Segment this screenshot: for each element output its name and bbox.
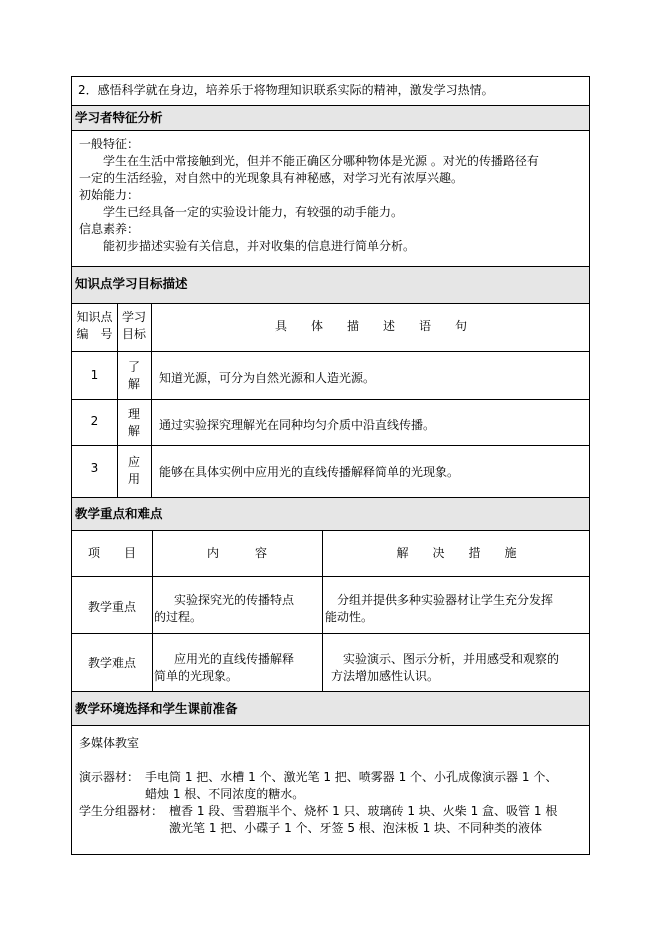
- objective-description: 通过实验探究理解光在同种均匀介质中沿直线传播。: [159, 418, 436, 432]
- keypoint-measure-line: 实验演示、图示分析，并用感受和观察的: [343, 652, 560, 666]
- divider: [72, 130, 589, 131]
- objective-description: 知道光源，可分为自然光源和人造光源。: [159, 371, 376, 385]
- objective-goal-char: 应: [127, 455, 140, 469]
- col-header-goal-line2: 目标: [121, 327, 146, 341]
- divider: [72, 576, 589, 577]
- info-label: 信息素养：: [79, 222, 140, 236]
- objective-goal-char: 解: [127, 424, 140, 438]
- demo-equipment-label: 演示器材：: [79, 770, 140, 784]
- objective-goal-char: 用: [127, 472, 140, 486]
- section-heading-learner: 学习者特征分析: [72, 106, 589, 130]
- ability-label: 初始能力：: [79, 188, 140, 202]
- keypoint-content-line: 简单的光现象。: [154, 669, 239, 683]
- lesson-plan-table: [71, 76, 590, 855]
- keypoint-content-line: 实验探究光的传播特点: [174, 593, 295, 607]
- objective-goal: [117, 454, 151, 488]
- keypoints-header-item: 项 目: [87, 546, 136, 560]
- objective-number: 2: [90, 414, 99, 428]
- keypoint-measure: [325, 592, 589, 626]
- objective-goal-char: 了: [127, 360, 140, 374]
- keypoint-content: [154, 592, 320, 626]
- general-text-1: 学生在生活中常接触到光，但并不能正确区分哪种物体是光源 。对光的传播路径有: [103, 154, 539, 168]
- col-header-number-line1: 知识点: [76, 310, 113, 324]
- keypoint-item: 教学难点: [87, 656, 136, 670]
- divider: [72, 633, 589, 634]
- demo-equipment-line1: 手电筒 1 把、水槽 1 个、激光笔 1 把、喷雾器 1 个、小孔成像演示器 1 个、: [145, 770, 558, 784]
- divider: [72, 399, 589, 400]
- general-label: 一般特征：: [79, 137, 140, 151]
- objective-item-2: 2．感悟科学就在身边，培养乐于将物理知识联系实际的精神，激发学习热情。: [78, 83, 494, 97]
- keypoints-header-measure: 解 决 措 施: [396, 546, 517, 560]
- divider: [72, 303, 589, 304]
- demo-equipment-line2: 蜡烛 1 根、不同浓度的糖水。: [145, 787, 305, 801]
- col-header-number-line2: 编 号: [76, 327, 113, 341]
- keypoints-header-content: 内 容: [206, 546, 267, 560]
- col-header-description: 具 体 描 述 语 句: [274, 319, 467, 333]
- ability-text: 学生已经具备一定的实验设计能力，有较强的动手能力。: [103, 205, 404, 219]
- objective-goal-char: 解: [127, 377, 140, 391]
- divider: [72, 725, 589, 726]
- objective-goal: [117, 406, 151, 440]
- divider: [72, 530, 589, 531]
- keypoint-content: [154, 651, 320, 685]
- keypoint-content-line: 应用光的直线传播解释: [174, 652, 295, 666]
- keypoint-measure: [325, 651, 589, 685]
- col-header-goal: [117, 309, 151, 343]
- info-text: 能初步描述实验有关信息，并对收集的信息进行简单分析。: [103, 239, 416, 253]
- objective-description: 能够在具体实例中应用光的直线传播解释简单的光现象。: [159, 465, 460, 479]
- objective-number: 1: [90, 368, 99, 382]
- keypoint-content-line: 的过程。: [154, 610, 203, 624]
- environment-room: 多媒体教室: [79, 736, 140, 750]
- objective-goal-char: 理: [127, 407, 140, 421]
- general-text-2: 一定的生活经验，对自然中的光现象具有神秘感，对学习光有浓厚兴趣。: [79, 171, 464, 185]
- group-equipment-label: 学生分组器材：: [79, 804, 164, 818]
- section-heading-environment: 教学环境选择和学生课前准备: [72, 692, 589, 725]
- objective-number: 3: [90, 461, 99, 475]
- group-equipment-line1: 檀香 1 段、雪碧瓶半个、烧杯 1 只、玻璃砖 1 块、火柴 1 盒、吸管 1 根: [169, 804, 558, 818]
- divider: [72, 445, 589, 446]
- col-header-goal-line1: 学习: [121, 310, 146, 324]
- keypoint-measure-line: 方法增加感性认识。: [331, 669, 440, 683]
- section-heading-keypoints: 教学重点和难点: [72, 498, 589, 530]
- objective-goal: [117, 359, 151, 393]
- keypoint-item: 教学重点: [87, 600, 136, 614]
- keypoint-measure-line: 能动性。: [325, 610, 374, 624]
- divider: [72, 351, 589, 352]
- section-heading-objectives: 知识点学习目标描述: [72, 267, 589, 303]
- group-equipment-line2: 激光笔 1 把、小碟子 1 个、牙签 5 根、泡沫板 1 块、不同种类的液体: [169, 821, 543, 835]
- keypoint-measure-line: 分组并提供多种实验器材让学生充分发挥: [337, 593, 554, 607]
- col-header-number: [72, 309, 117, 343]
